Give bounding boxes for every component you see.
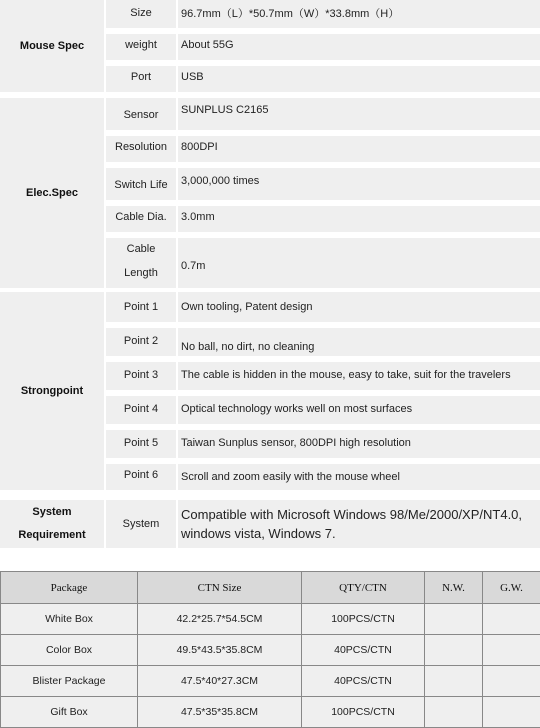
gw-cell [483, 666, 540, 697]
point-4-label: Point 4 [106, 396, 176, 424]
system-requirement-label-line1: System [32, 501, 71, 524]
ctn-size: 47.5*40*27.3CM [138, 666, 302, 697]
sensor-label: Sensor [106, 98, 176, 130]
strongpoint-label: Strongpoint [0, 292, 104, 490]
package-name: White Box [1, 604, 138, 635]
ctn-size: 49.5*43.5*35.8CM [138, 635, 302, 666]
header-nw: N.W. [425, 572, 483, 604]
header-ctn-size: CTN Size [138, 572, 302, 604]
spec-row-port [106, 66, 540, 92]
package-table-header [1, 572, 540, 604]
strongpoint-row [106, 328, 540, 356]
cable-length-label [106, 238, 176, 288]
switch-life-label: Switch Life [106, 168, 176, 200]
system-requirement-label [0, 500, 104, 548]
resolution-label: Resolution [106, 136, 176, 162]
cable-length-label-line1: Cable [127, 237, 156, 261]
port-value: USB [178, 66, 540, 92]
sensor-value: SUNPLUS C2165 [178, 98, 540, 130]
spec-row-weight [106, 34, 540, 60]
ctn-size: 42.2*25.7*54.5CM [138, 604, 302, 635]
system-value-line2: windows vista, Windows 7. [181, 524, 336, 543]
table-row [1, 604, 540, 635]
ctn-size: 47.5*35*35.8CM [138, 697, 302, 728]
point-4-value: Optical technology works well on most surfaces [178, 396, 540, 424]
point-6-label: Point 6 [106, 464, 176, 490]
point-3-label: Point 3 [106, 362, 176, 390]
qty-ctn: 100PCS/CTN [302, 604, 425, 635]
system-value-line1: Compatible with Microsoft Windows 98/Me/2000/XP/NT4.0, [181, 505, 522, 524]
package-name: Blister Package [1, 666, 138, 697]
header-qty-ctn: QTY/CTN [302, 572, 425, 604]
qty-ctn: 40PCS/CTN [302, 666, 425, 697]
spec-row-sensor [106, 98, 540, 130]
size-value: 96.7mm（L）*50.7mm（W）*33.8mm（H） [178, 0, 540, 28]
point-6-value: Scroll and zoom easily with the mouse wheel [178, 464, 540, 490]
point-3-value: The cable is hidden in the mouse, easy to take, suit for the travelers [178, 362, 540, 390]
elec-spec-group [0, 98, 540, 288]
nw-cell [425, 697, 483, 728]
nw-cell [425, 666, 483, 697]
table-row [1, 666, 540, 697]
port-label: Port [106, 66, 176, 92]
qty-ctn: 100PCS/CTN [302, 697, 425, 728]
gw-cell [483, 604, 540, 635]
point-1-label: Point 1 [106, 292, 176, 322]
system-row-label: System [106, 500, 176, 548]
header-package: Package [1, 572, 138, 604]
spec-row-size [106, 0, 540, 28]
switch-life-value: 3,000,000 times [178, 168, 540, 200]
package-name: Color Box [1, 635, 138, 666]
spec-row-cable-dia [106, 206, 540, 232]
system-value [178, 500, 540, 548]
strongpoint-row [106, 292, 540, 322]
gw-cell [483, 697, 540, 728]
system-requirement-group [0, 500, 540, 548]
weight-value: About 55G [178, 34, 540, 60]
cable-dia-value: 3.0mm [178, 206, 540, 232]
size-label: Size [106, 0, 176, 28]
cable-dia-label: Cable Dia. [106, 206, 176, 232]
header-gw: G.W. [483, 572, 540, 604]
strongpoint-row [106, 430, 540, 458]
package-name: Gift Box [1, 697, 138, 728]
point-1-value: Own tooling, Patent design [178, 292, 540, 322]
elec-spec-label: Elec.Spec [0, 98, 104, 288]
system-requirement-label-line2: Requirement [18, 524, 85, 547]
mouse-spec-group [0, 0, 540, 92]
spec-row-system [106, 500, 540, 548]
point-2-value: No ball, no dirt, no cleaning [178, 328, 540, 356]
gw-cell [483, 635, 540, 666]
cable-length-value: 0.7m [178, 238, 540, 288]
table-row [1, 697, 540, 728]
nw-cell [425, 604, 483, 635]
point-2-label: Point 2 [106, 328, 176, 356]
nw-cell [425, 635, 483, 666]
strongpoint-group [0, 292, 540, 490]
cable-length-label-line2: Length [124, 261, 158, 285]
point-5-label: Point 5 [106, 430, 176, 458]
table-row [1, 635, 540, 666]
point-5-value: Taiwan Sunplus sensor, 800DPI high resolution [178, 430, 540, 458]
strongpoint-row [106, 362, 540, 390]
qty-ctn: 40PCS/CTN [302, 635, 425, 666]
weight-label: weight [106, 34, 176, 60]
strongpoint-row [106, 464, 540, 490]
mouse-spec-label: Mouse Spec [0, 0, 104, 92]
resolution-value: 800DPI [178, 136, 540, 162]
spec-row-resolution [106, 136, 540, 162]
strongpoint-row [106, 396, 540, 424]
spec-row-cable-length [106, 238, 540, 288]
package-table [0, 571, 540, 728]
spec-row-switch-life [106, 168, 540, 200]
